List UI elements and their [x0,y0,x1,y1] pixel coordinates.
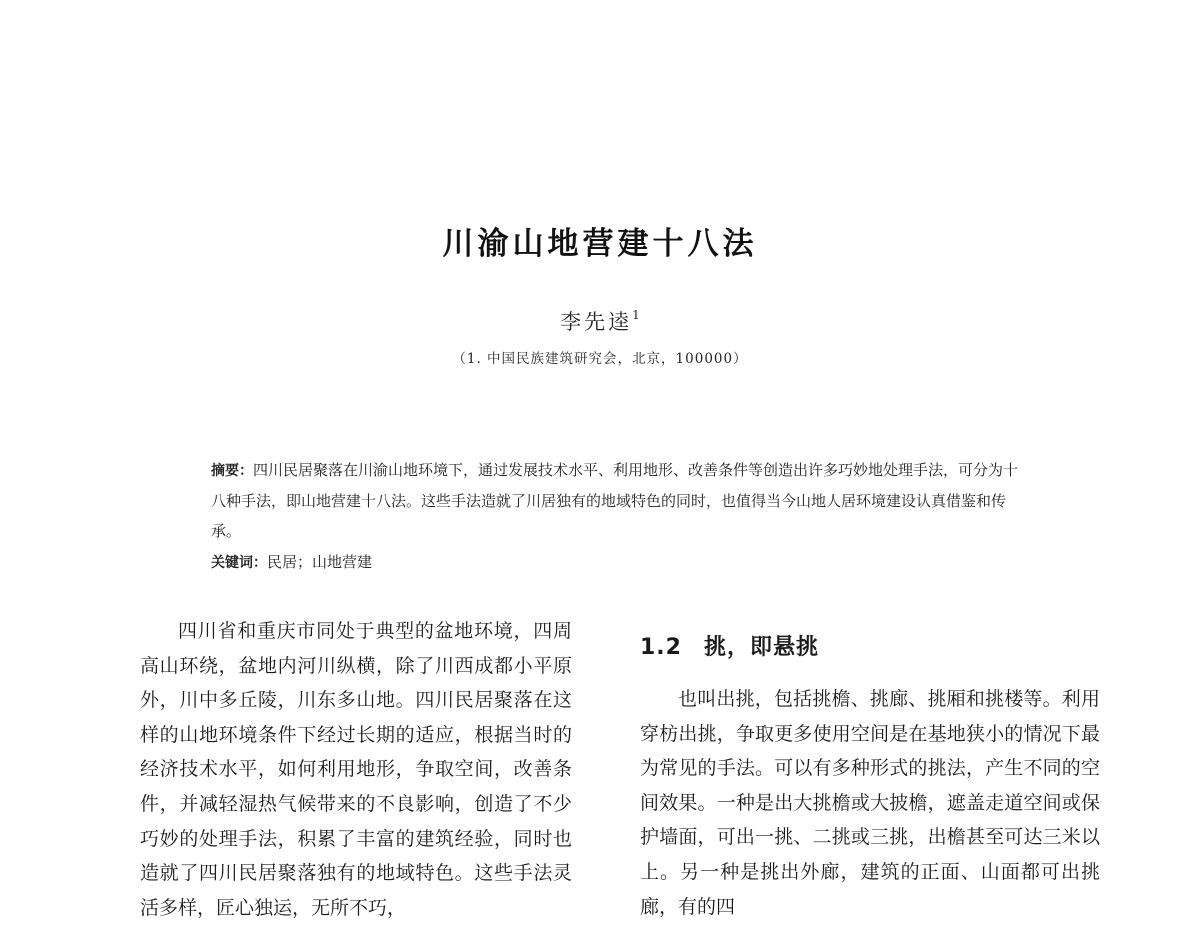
author-name: 李先逵 [560,310,633,334]
keywords-text: 民居；山地营建 [267,553,373,571]
right-column [640,628,1100,924]
author-superscript: 1 [632,308,640,322]
section-title: 挑，即悬挑 [703,635,819,660]
abstract [211,455,1031,546]
section-paragraph: 也叫出挑，包括挑檐、挑廊、挑厢和挑楼等。利用穿枋出挑，争取更多使用空间是在基地狭小的情况下最为常见的手法。可以有多种形式的挑法，产生不同的空间效果。一种是出大挑檐或大披檐，遮盖走道空间或保护墙面，可出一挑、二挑或三挑，出檐甚至可达三米以上。另一种是挑出外廊，建筑的正面、山面都可出挑廊，有的四 [640,688,1100,918]
intro-paragraph: 四川省和重庆市同处于典型的盆地环境，四周高山环绕，盆地内河川纵横，除了川西成都小平原外，川中多丘陵，川东多山地。四川民居聚落在这样的山地环境条件下经过长期的适应，根据当时的经济技术水平，如何利用地形，争取空间，改善条件，并减轻湿热气候带来的不良影响，创造了不少巧妙的处理手法，积累了丰富的建筑经验，同时也造就了四川民居聚落独有的地域特色。这些手法灵活多样，匠心独运，无所不巧， [140,620,572,919]
abstract-text: 四川民居聚落在川渝山地环境下，通过发展技术水平、利用地形、改善条件等创造出许多巧妙地处理手法，可分为十八种手法，即山地营建十八法。这些手法造就了川居独有的地域特色的同时，也值得当今山地人居环境建设认真借鉴和传承。 [211,461,1019,540]
left-column [140,614,572,925]
section-number: 1.2 [640,635,682,660]
abstract-label: 摘要： [211,463,253,479]
keywords [211,547,372,578]
author-line [0,306,1200,336]
keywords-label: 关键词： [211,555,267,571]
page-title: 川渝山地营建十八法 [442,226,758,262]
section-heading [640,628,1100,668]
affiliation: （1. 中国民族建筑研究会，北京，100000） [452,351,748,367]
